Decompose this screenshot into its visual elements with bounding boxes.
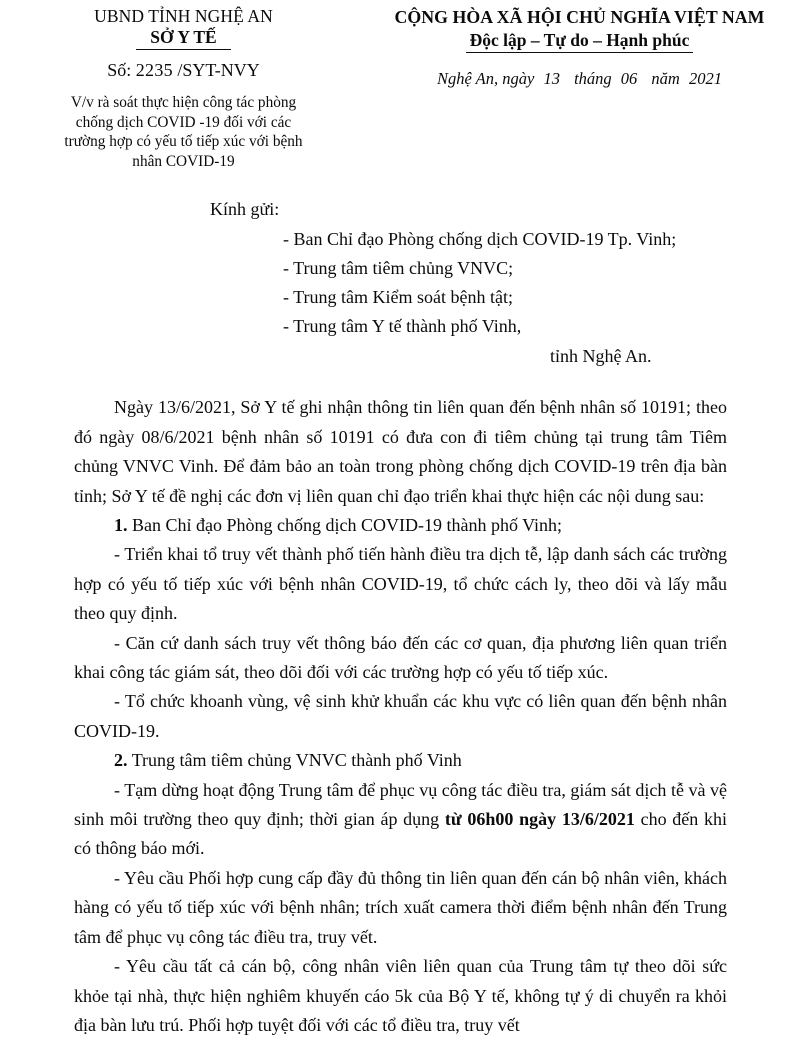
section-2-item-1-effective-time: từ 06h00 ngày 13/6/2021 [444, 809, 635, 830]
document-header [0, 0, 800, 171]
nation-name: CỘNG HÒA XÃ HỘI CHỦ NGHĨA VIỆT NAM [394, 7, 765, 27]
date-year-label: năm [651, 69, 680, 88]
section-1-item-2: - Căn cứ danh sách truy vết thông báo đến các cơ quan, địa phương liên quan triển khai công tác giám sát, theo dõi đối với các trường hợp có yếu tố tiếp xúc. [74, 632, 727, 683]
document-number-value: 2235 [135, 60, 173, 80]
place-and-date-line [361, 68, 798, 90]
list-item: - Trung tâm Kiểm soát bệnh tật; [283, 287, 513, 308]
section-2-item-3: - Yêu cầu tất cả cán bộ, công nhân viên liên quan của Trung tâm tự theo dõi sức khỏe tại nhà, thực hiện nghiêm khuyến cáo 5k của Bộ Y tế, không tự ý di chuyển ra khỏi địa bàn lưu trú. Phối hợp tuyệt đối với các tổ điều tra, truy vết [74, 956, 727, 1035]
date-month-label: tháng [574, 69, 612, 88]
place-label: Nghệ An, ngày [437, 69, 535, 88]
issuing-authority-name: SỞ Y TẾ [136, 27, 230, 50]
document-subject: V/v rà soát thực hiện công tác phòng chống dịch COVID -19 đối với các trường hợp có yếu tố tiếp xúc với bệnh nhân COVID-19 [64, 94, 303, 170]
issuing-authority-name-wrap [6, 27, 361, 50]
nation-motto-wrap [361, 28, 798, 53]
date-month: 06 [620, 69, 638, 88]
section-2-number: 2. [114, 750, 128, 771]
intro-paragraph: Ngày 13/6/2021, Sở Y tế ghi nhận thông tin liên quan đến bệnh nhân số 10191; theo đó ngày 08/6/2021 bệnh nhân số 10191 có đưa con đi tiêm chủng tại trung tâm Tiêm chủng VNVC Vinh. Để đảm bảo an toàn trong phòng chống dịch COVID-19 trên địa bàn tỉnh; Sở Y tế đề nghị các đơn vị liên quan chỉ đạo triển khai thực hiện các nội dung sau: [74, 397, 727, 506]
parent-authority-name: UBND TỈNH NGHỆ AN [94, 6, 273, 26]
document-body [0, 393, 800, 1040]
document-number-suffix: /SYT-NVY [177, 60, 260, 80]
section-2-heading [74, 746, 727, 775]
section-2-item-1-text-before: - Tạm dừng hoạt động Trung tâm để phục vụ công tác điều tra, giám sát dịch tễ và vệ sinh môi trường theo quy định; thời gian áp dụng [74, 779, 727, 830]
list-item: - Trung tâm Y tế thành phố Vinh, [283, 316, 522, 337]
list-item: - Ban Chỉ đạo Phòng chống dịch COVID-19 Tp. Vinh; [283, 229, 677, 250]
section-1-title: Ban Chỉ đạo Phòng chống dịch COVID-19 thành phố Vinh; [132, 515, 563, 535]
date-year: 2021 [688, 69, 722, 88]
nation-motto: Độc lập – Tự do – Hạnh phúc [466, 29, 694, 53]
issuing-authority-block [0, 6, 361, 171]
document-number-line [6, 59, 361, 81]
section-1-item-1: - Triển khai tổ truy vết thành phố tiến hành điều tra dịch tễ, lập danh sách các trường hợp có yếu tố tiếp xúc với bệnh nhân COVID-19, tổ chức cách ly, theo dõi và lấy mẫu theo quy định. [74, 544, 727, 624]
date-day: 13 [543, 69, 560, 88]
section-2-item-2: - Yêu cầu Phối hợp cung cấp đầy đủ thông tin liên quan đến cán bộ nhân viên, khách hàng có yếu tố tiếp xúc với bệnh nhân; trích xuất camera thời điểm bệnh nhân đến Trung tâm để phục vụ công tác điều tra, truy vết. [74, 867, 727, 947]
recipients-province: tỉnh Nghệ An. [550, 346, 652, 367]
list-item: - Trung tâm tiêm chủng VNVC; [283, 258, 514, 279]
section-2-item-1-text-after: cho đến khi có thông báo mới. [74, 809, 727, 859]
section-1-number: 1. [114, 515, 128, 535]
section-1-item-3: - Tổ chức khoanh vùng, vệ sinh khử khuẩn các khu vực có liên quan đến bệnh nhân COVID-19. [74, 691, 727, 741]
document-number-label: Số: [107, 60, 132, 80]
national-heading-block [361, 6, 798, 90]
section-2-title: Trung tâm tiêm chủng VNVC thành phố Vinh [131, 750, 462, 771]
recipients-salutation: Kính gửi: [210, 199, 280, 220]
section-1-heading [74, 511, 727, 540]
section-2-item-1 [74, 776, 727, 864]
recipients-block [0, 195, 800, 371]
